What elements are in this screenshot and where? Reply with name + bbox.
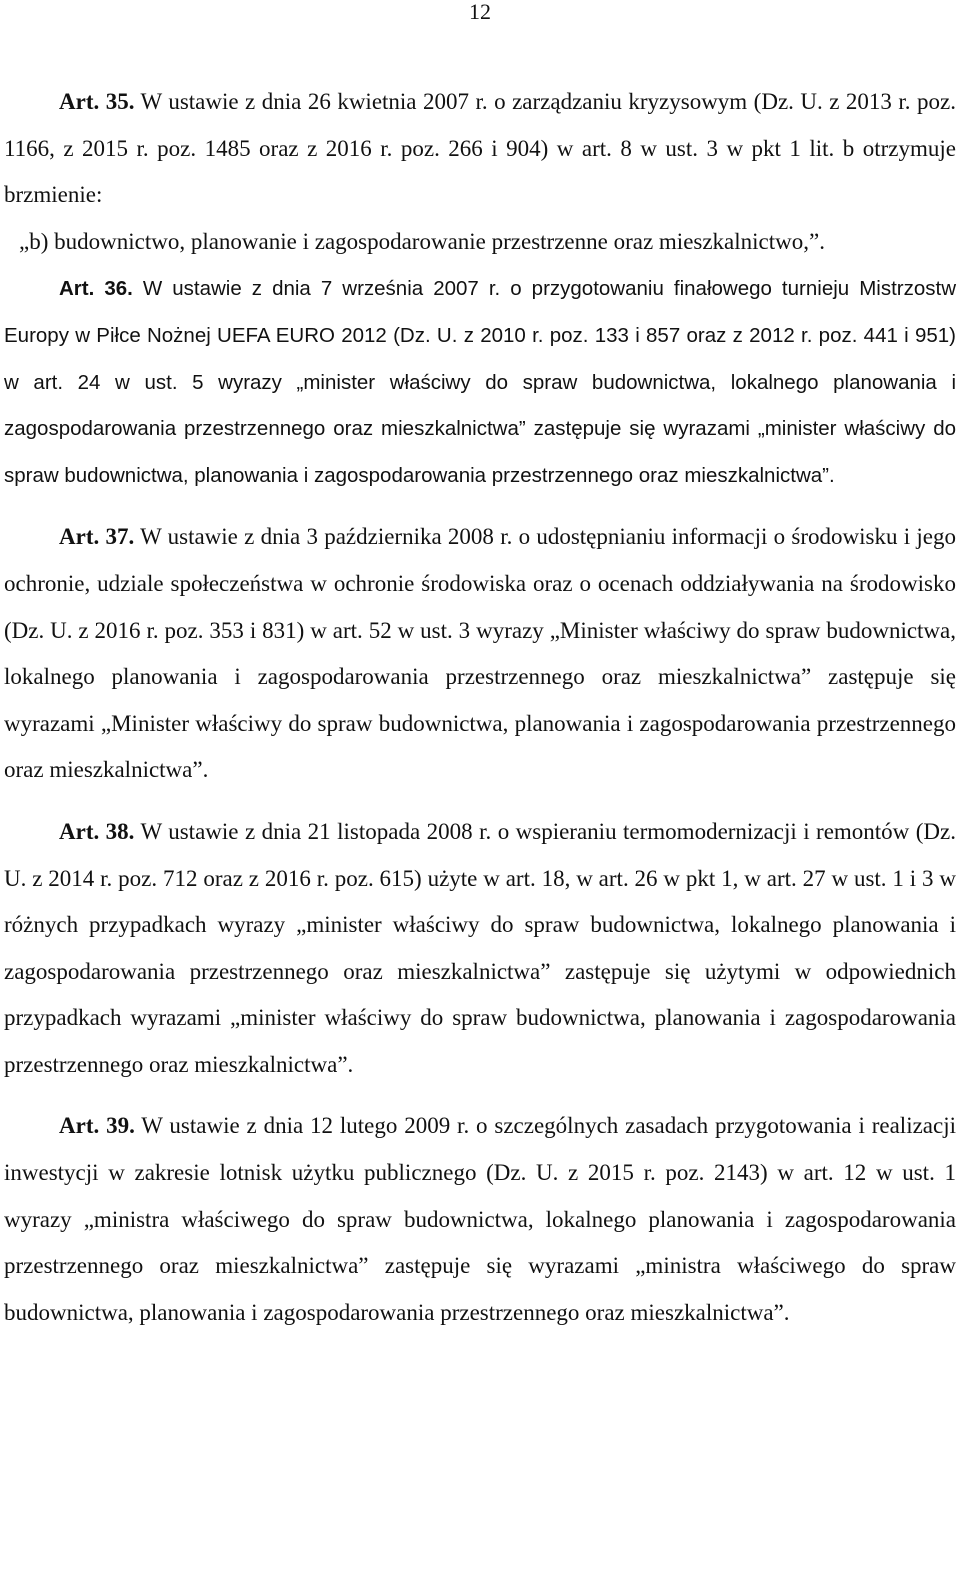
article-37 [4,514,956,794]
article-label: Art. 37. [59,524,135,550]
article-label: Art. 38. [59,818,135,844]
article-text: W ustawie z dnia 21 listopada 2008 r. o wspieraniu termomodernizacji i remontów (Dz. U. z 2014 r. poz. 712 oraz z 2016 r. poz. 615) użyte w art. 18, w art. 26 w pkt 1, w art. 27 w ust. 1 i 3 w różnych przypadkach wyrazy „minister właściwy do spraw budownictwa, lokalnego planowania i zagospodarowania przestrzennego oraz mieszkalnictwa” zastępuje się użytymi w odpowiednich przypadkach wyrazami „minister właściwy do spraw budownictwa, planowania i zagospodarowania przestrzennego oraz mieszkalnictwa”. [4,818,956,1077]
page-number: 12 [469,0,491,24]
article-text: W ustawie z dnia 12 lutego 2009 r. o szczególnych zasadach przygotowania i realizacji inwestycji w zakresie lotnisk użytku publicznego (Dz. U. z 2015 r. poz. 2143) w art. 12 w ust. 1 wyrazy „ministra właściwego do spraw budownictwa, lokalnego planowania i zagospodarowania przestrzennego oraz mieszkalnictwa” zastępuje się wyrazami „ministra właściwego do spraw budownictwa, planowania i zagospodarowania przestrzennego oraz mieszkalnictwa”. [4,1113,956,1325]
article-label: Art. 39. [59,1113,135,1139]
document-body [4,79,956,1336]
article-text: W ustawie z dnia 26 kwietnia 2007 r. o zarządzaniu kryzysowym (Dz. U. z 2013 r. poz. 1166, z 2015 r. poz. 1485 oraz z 2016 r. poz. 266 i 904) w art. 8 w ust. 3 w pkt 1 lit. b otrzymuje brzmienie: [4,89,956,208]
article-label: Art. 36. [59,277,133,301]
article-text: W ustawie z dnia 7 września 2007 r. o przygotowaniu finałowego turnieju Mistrzostw Europy w Piłce Nożnej UEFA EURO 2012 (Dz. U. z 2010 r. poz. 133 i 857 oraz z 2012 r. poz. 441 i 951) w art. 24 w ust. 5 wyrazy „minister właściwy do spraw budownictwa, lokalnego planowania i zagospodarowania przestrzennego oraz mieszkalnictwa” zastępuje się wyrazami „minister właściwy do spraw budownictwa, planowania i zagospodarowania przestrzennego oraz mieszkalnictwa”. [4,277,957,487]
article-39 [4,1103,956,1336]
article-35 [4,79,956,219]
article-label: Art. 35. [59,89,135,114]
article-text: W ustawie z dnia 3 października 2008 r. o udostępnianiu informacji o środowisku i jego ochronie, udziale społeczeństwa w ochronie środowiska oraz o ocenach oddziaływania na środowisko (Dz. U. z 2016 r. poz. 353 i 831) w art. 52 w ust. 3 wyrazy „Minister właściwy do spraw budownictwa, lokalnego planowania i zagospodarowania przestrzennego oraz mieszkalnictwa” zastępuje się wyrazami „Minister właściwy do spraw budownictwa, planowania i zagospodarowania przestrzennego oraz mieszkalnictwa”. [4,524,956,783]
article-38 [4,809,956,1089]
article-36 [4,266,956,499]
article-35-quoted-item: „b) budownictwo, planowanie i zagospodarowanie przestrzenne oraz mieszkalnictwo,”. [19,228,825,254]
